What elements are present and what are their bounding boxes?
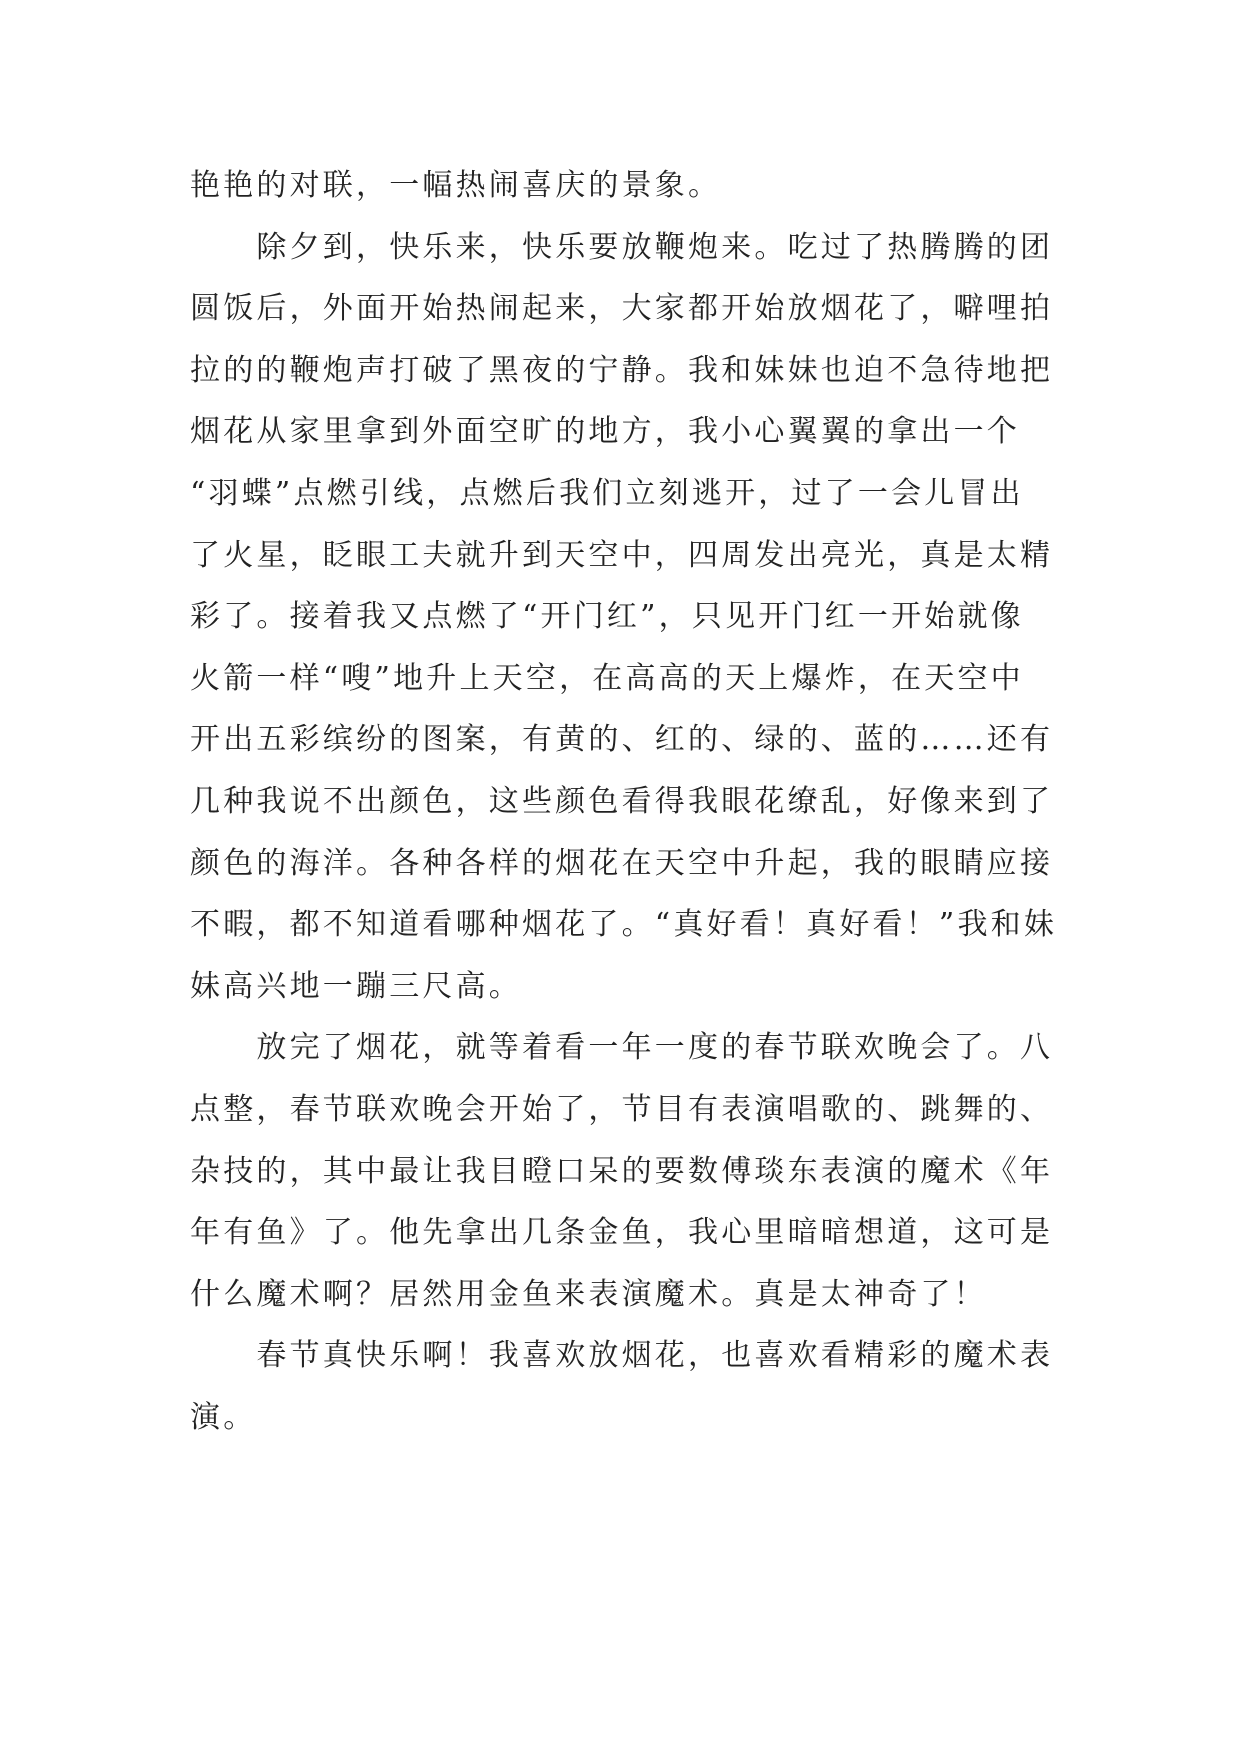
- text-line: 圆饭后，外面开始热闹起来，大家都开始放烟花了，噼哩拍: [190, 291, 1054, 327]
- text-line: 烟花从家里拿到外面空旷的地方，我小心翼翼的拿出一个: [190, 414, 1020, 450]
- text-line: 什么魔术啊？居然用金鱼来表演魔术。真是太神奇了！: [190, 1276, 987, 1312]
- text-line: 演。: [190, 1399, 257, 1435]
- text-line: 颜色的海洋。各种各样的烟花在天空中升起，我的眼睛应接: [190, 845, 1054, 881]
- text-line: 拉的的鞭炮声打破了黑夜的宁静。我和妹妹也迫不急待地把: [190, 352, 1054, 388]
- text-line: 火箭一样“嗖”地升上天空，在高高的天上爆炸，在天空中: [190, 660, 1024, 696]
- text-line: 不暇，都不知道看哪种烟花了。“真好看！真好看！”我和妹: [190, 907, 1058, 943]
- text-line: 点整，春节联欢晚会开始了，节目有表演唱歌的、跳舞的、: [190, 1091, 1054, 1127]
- text-line: 艳艳的对联，一幅热闹喜庆的景象。: [190, 168, 722, 203]
- text-line: 彩了。接着我又点燃了“开门红”，只见开门红一开始就像: [190, 599, 1024, 635]
- text-line: 除夕到，快乐来，快乐要放鞭炮来。吃过了热腾腾的团: [190, 229, 1054, 265]
- text-line: 杂技的，其中最让我目瞪口呆的要数傅琰东表演的魔术《年: [190, 1153, 1054, 1189]
- text-line: 妹高兴地一蹦三尺高。: [190, 968, 522, 1004]
- text-line: 年有鱼》了。他先拿出几条金鱼，我心里暗暗想道，这可是: [190, 1215, 1054, 1251]
- text-line: 开出五彩缤纷的图案，有黄的、红的、绿的、蓝的……还有: [190, 722, 1054, 758]
- text-line: 了火星，眨眼工夫就升到天空中，四周发出亮光，真是太精: [190, 537, 1054, 573]
- text-line: 春节真快乐啊！我喜欢放烟花，也喜欢看精彩的魔术表: [190, 1338, 1054, 1374]
- essay-body: [190, 155, 1090, 1448]
- text-line: “羽蝶”点燃引线，点燃后我们立刻逃开，过了一会儿冒出: [190, 475, 1024, 511]
- text-line: 放完了烟花，就等着看一年一度的春节联欢晚会了。八: [190, 1030, 1054, 1066]
- text-line: 几种我说不出颜色，这些颜色看得我眼花缭乱，好像来到了: [190, 783, 1054, 819]
